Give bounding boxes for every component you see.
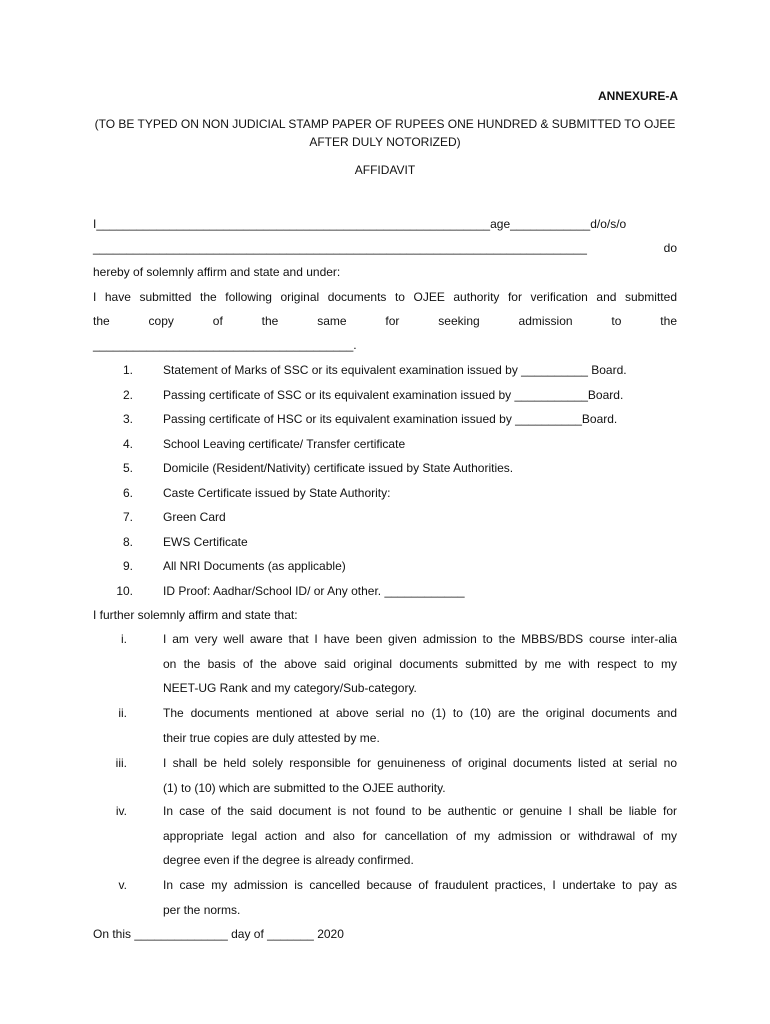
- document-item-number: 5.: [122, 461, 133, 475]
- declaration-line: In case my admission is cancelled because of fraudulent practices, I undertake to pay as: [163, 878, 677, 892]
- document-item-number: 9.: [122, 559, 133, 573]
- instruction-line-1: (TO BE TYPED ON NON JUDICIAL STAMP PAPER OF RUPEES ONE HUNDRED & SUBMITTED TO OJEE: [94, 117, 676, 131]
- declaration-line: per the norms.: [163, 902, 241, 917]
- declaration-line: their true copies are duly attested by me.: [163, 730, 380, 745]
- document-title: AFFIDAVIT: [354, 163, 416, 177]
- document-item-text: School Leaving certificate/ Transfer certificate: [163, 436, 406, 451]
- document-item-number: 10.: [116, 583, 133, 598]
- declaration-line: on the basis of the above said original documents submitted by me with respect to my: [163, 656, 677, 671]
- instruction-line-2: AFTER DULY NOTORIZED): [309, 135, 461, 149]
- declaration-line: NEET-UG Rank and my category/Sub-category.: [163, 681, 417, 695]
- declaration-line: degree even if the degree is already confirmed.: [163, 853, 414, 867]
- document-item-text: Caste Certificate issued by State Authority:: [163, 485, 391, 500]
- document-item-number: 4.: [122, 436, 133, 451]
- declaration-line: I shall be held solely responsible for genuineness of original documents listed at serial no: [163, 756, 677, 770]
- document-item-number: 1.: [122, 363, 133, 377]
- further-affirm-line: I further solemnly affirm and state that:: [93, 608, 298, 622]
- declaration-line: I am very well aware that I have been given admission to the MBBS/BDS course inter-alia: [163, 632, 677, 646]
- declaration-line: The documents mentioned at above serial no (1) to (10) are the original documents and: [163, 706, 677, 720]
- intro-name-line: I___________________________________________________________age____________d/o/s/o: [93, 217, 627, 231]
- document-item-number: 3.: [122, 412, 133, 426]
- document-item-number: 6.: [122, 485, 133, 500]
- intro-blank-line: _______________________________________.: [93, 338, 357, 352]
- document-item-text: EWS Certificate: [163, 534, 248, 549]
- document-item-text: Domicile (Resident/Nativity) certificate issued by State Authorities.: [163, 461, 514, 475]
- declaration-number: iv.: [115, 804, 127, 818]
- declaration-number: iii.: [115, 756, 127, 770]
- document-item-text: Passing certificate of HSC or its equivalent examination issued by __________Board.: [163, 412, 618, 426]
- annexure-label: ANNEXURE-A: [597, 89, 678, 103]
- declaration-line: In case of the said document is not found to be authentic or genuine I shall be liable for: [163, 804, 677, 818]
- intro-affirm-line: hereby of solemnly affirm and state and under:: [93, 265, 341, 279]
- document-item-number: 7.: [122, 510, 133, 524]
- document-item-text: Green Card: [163, 510, 226, 524]
- document-item-number: 8.: [122, 534, 133, 549]
- intro-submitted-line: I have submitted the following original documents to OJEE authority for verification and submitted: [93, 290, 677, 304]
- intro-copy-line: the copy of the same for seeking admission to the: [93, 314, 677, 328]
- declaration-line: (1) to (10) which are submitted to the OJEE authority.: [163, 780, 446, 795]
- document-item-text: Statement of Marks of SSC or its equivalent examination issued by __________ Board.: [163, 363, 627, 377]
- closing-line: On this ______________ day of _______ 2020: [93, 927, 344, 941]
- declaration-line: appropriate legal action and also for cancellation of my admission or withdrawal of my: [163, 828, 677, 843]
- declaration-number: v.: [118, 878, 127, 892]
- intro-parent-line: __________________________________________________________________________ do: [93, 241, 677, 255]
- document-item-text: ID Proof: Aadhar/School ID/ or Any other. ____________: [163, 583, 465, 598]
- document-item-text: All NRI Documents (as applicable): [163, 559, 346, 573]
- document-item-number: 2.: [122, 387, 133, 402]
- document-item-text: Passing certificate of SSC or its equivalent examination issued by ___________Board.: [163, 387, 624, 402]
- declaration-number: ii.: [118, 706, 127, 720]
- declaration-number: i.: [121, 632, 127, 646]
